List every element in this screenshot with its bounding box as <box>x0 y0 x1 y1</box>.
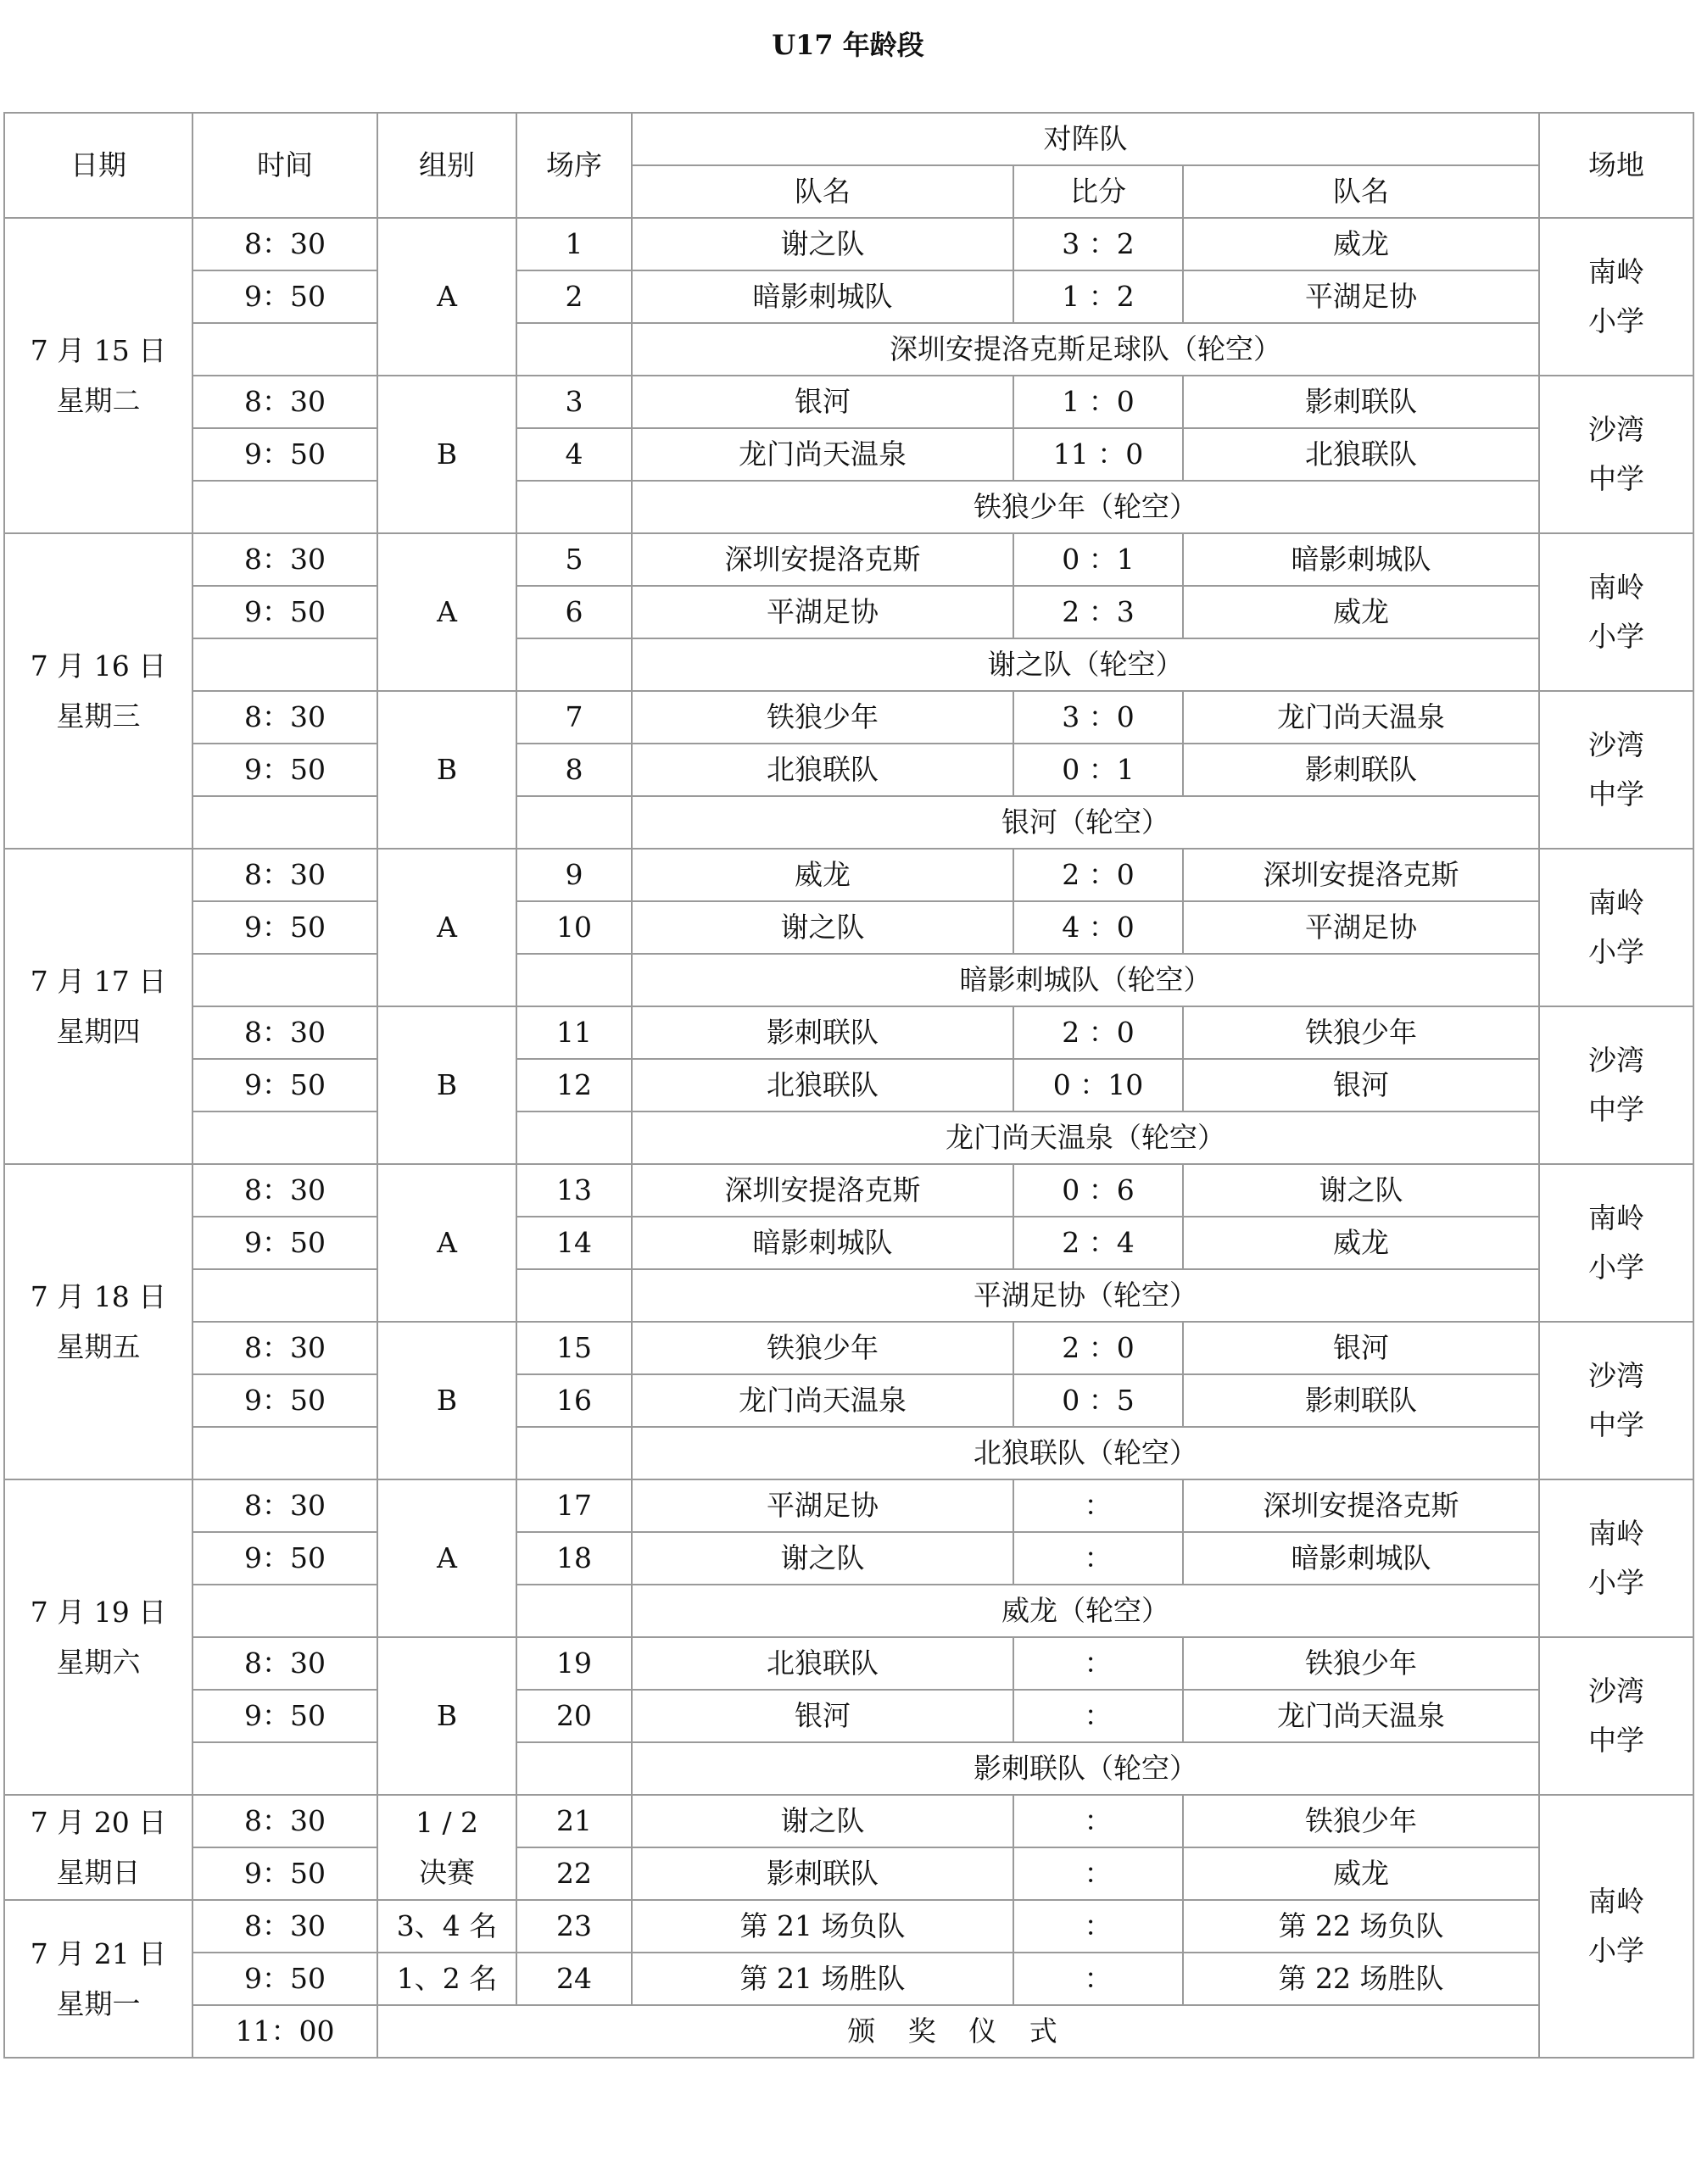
header-home-team: 队名 <box>632 165 1013 218</box>
match-date: 7 月 16 日 <box>30 649 167 682</box>
match-time: 8：30 <box>192 1795 377 1847</box>
venue-line: 沙湾 <box>1588 1674 1645 1708</box>
away-team: 谢之队 <box>1183 1164 1539 1217</box>
venue-line: 沙湾 <box>1588 728 1645 762</box>
schedule-body <box>4 218 1693 2058</box>
match-score: 1 ：2 <box>1013 270 1183 323</box>
match-weekday: 星期一 <box>56 1987 141 2020</box>
away-team: 威龙 <box>1183 218 1539 270</box>
away-team: 北狼联队 <box>1183 428 1539 481</box>
home-team: 龙门尚天温泉 <box>632 428 1013 481</box>
stage-line: 决赛 <box>419 1856 475 1889</box>
empty-number-cell <box>516 1112 632 1164</box>
table-row <box>4 901 1693 954</box>
empty-time-cell <box>192 481 377 533</box>
bye-row <box>4 1742 1693 1795</box>
header-away-team: 队名 <box>1183 165 1539 218</box>
venue-line: 中学 <box>1588 1724 1645 1757</box>
bye-team: 暗影刺城队（轮空） <box>632 954 1539 1006</box>
away-team: 影刺联队 <box>1183 744 1539 796</box>
match-number: 21 <box>516 1795 632 1847</box>
bye-row <box>4 1427 1693 1479</box>
match-time: 8：30 <box>192 376 377 428</box>
table-row <box>4 1847 1693 1900</box>
match-time: 9：50 <box>192 428 377 481</box>
header-group: 组别 <box>377 113 516 218</box>
match-score: 2 ：3 <box>1013 586 1183 638</box>
match-time: 9：50 <box>192 1217 377 1269</box>
ceremony-row <box>4 2005 1693 2058</box>
table-row <box>4 586 1693 638</box>
bye-team: 银河（轮空） <box>632 796 1539 849</box>
match-date-cell <box>4 1795 192 1900</box>
match-time: 9：50 <box>192 1953 377 2005</box>
away-team: 银河 <box>1183 1322 1539 1374</box>
bye-row <box>4 481 1693 533</box>
match-date-cell <box>4 533 192 849</box>
empty-number-cell <box>516 323 632 376</box>
match-score: ： <box>1013 1690 1183 1742</box>
match-weekday: 星期三 <box>56 699 141 733</box>
home-team: 谢之队 <box>632 1795 1013 1847</box>
match-venue-cell <box>1539 1164 1693 1322</box>
header-match-no: 场序 <box>516 113 632 218</box>
stage-line: 1 / 2 <box>415 1805 479 1839</box>
match-time: 8：30 <box>192 691 377 744</box>
match-venue-cell <box>1539 1795 1693 2058</box>
bye-team: 威龙（轮空） <box>632 1585 1539 1637</box>
home-team: 深圳安提洛克斯 <box>632 533 1013 586</box>
match-venue-cell <box>1539 1479 1693 1637</box>
venue-line: 小学 <box>1588 1934 1645 1967</box>
header-matchup: 对阵队 <box>632 113 1539 165</box>
away-team: 影刺联队 <box>1183 376 1539 428</box>
venue-line: 南岭 <box>1588 1517 1645 1551</box>
away-team: 第 22 场负队 <box>1183 1900 1539 1953</box>
away-team: 铁狼少年 <box>1183 1006 1539 1059</box>
match-group: A <box>377 849 516 1006</box>
table-row <box>4 1217 1693 1269</box>
away-team: 铁狼少年 <box>1183 1795 1539 1847</box>
home-team: 深圳安提洛克斯 <box>632 1164 1013 1217</box>
match-number: 16 <box>516 1374 632 1427</box>
venue-line: 中学 <box>1588 462 1645 495</box>
match-group: B <box>377 691 516 849</box>
home-team: 谢之队 <box>632 218 1013 270</box>
empty-number-cell <box>516 1269 632 1322</box>
match-score: 3 ：0 <box>1013 691 1183 744</box>
match-number: 14 <box>516 1217 632 1269</box>
venue-line: 中学 <box>1588 1408 1645 1441</box>
table-row <box>4 1322 1693 1374</box>
match-number: 15 <box>516 1322 632 1374</box>
empty-number-cell <box>516 1585 632 1637</box>
match-weekday: 星期五 <box>56 1330 141 1363</box>
venue-line: 沙湾 <box>1588 1359 1645 1393</box>
bye-row <box>4 1269 1693 1322</box>
home-team: 铁狼少年 <box>632 691 1013 744</box>
empty-number-cell <box>516 638 632 691</box>
bye-team: 深圳安提洛克斯足球队（轮空） <box>632 323 1539 376</box>
match-venue-cell <box>1539 691 1693 849</box>
venue-line: 中学 <box>1588 1093 1645 1126</box>
header-time: 时间 <box>192 113 377 218</box>
match-score: 11 ：0 <box>1013 428 1183 481</box>
match-score: 0 ：5 <box>1013 1374 1183 1427</box>
match-number: 7 <box>516 691 632 744</box>
match-weekday: 星期日 <box>56 1856 141 1889</box>
match-date: 7 月 19 日 <box>30 1595 167 1629</box>
match-group: B <box>377 1006 516 1164</box>
away-team: 平湖足协 <box>1183 901 1539 954</box>
venue-line: 沙湾 <box>1588 1044 1645 1078</box>
table-row <box>4 1953 1693 2005</box>
bye-team: 平湖足协（轮空） <box>632 1269 1539 1322</box>
venue-line: 小学 <box>1588 620 1645 653</box>
ceremony-label: 颁 奖 仪 式 <box>377 2005 1539 2058</box>
home-team: 平湖足协 <box>632 586 1013 638</box>
match-number: 3 <box>516 376 632 428</box>
match-venue-cell <box>1539 218 1693 376</box>
match-date-cell <box>4 218 192 533</box>
schedule-table <box>3 112 1694 2059</box>
table-row <box>4 1637 1693 1690</box>
match-number: 1 <box>516 218 632 270</box>
home-team: 谢之队 <box>632 1532 1013 1585</box>
empty-number-cell <box>516 1427 632 1479</box>
bye-team: 龙门尚天温泉（轮空） <box>632 1112 1539 1164</box>
match-time: 8：30 <box>192 849 377 901</box>
home-team: 影刺联队 <box>632 1006 1013 1059</box>
match-stage-cell <box>377 1795 516 1900</box>
home-team: 暗影刺城队 <box>632 1217 1013 1269</box>
away-team: 暗影刺城队 <box>1183 1532 1539 1585</box>
match-time: 8：30 <box>192 1322 377 1374</box>
match-date: 7 月 17 日 <box>30 964 167 998</box>
match-number: 23 <box>516 1900 632 1953</box>
bye-row <box>4 796 1693 849</box>
match-score: ： <box>1013 1847 1183 1900</box>
match-time: 8：30 <box>192 1479 377 1532</box>
empty-time-cell <box>192 954 377 1006</box>
table-row <box>4 1795 1693 1847</box>
home-team: 威龙 <box>632 849 1013 901</box>
empty-time-cell <box>192 1742 377 1795</box>
table-row <box>4 218 1693 270</box>
table-row <box>4 1374 1693 1427</box>
match-time: 9：50 <box>192 1532 377 1585</box>
table-row <box>4 1059 1693 1112</box>
match-score: ： <box>1013 1953 1183 2005</box>
away-team: 第 22 场胜队 <box>1183 1953 1539 2005</box>
match-score: 0 ：10 <box>1013 1059 1183 1112</box>
home-team: 北狼联队 <box>632 1059 1013 1112</box>
match-date: 7 月 18 日 <box>30 1279 167 1313</box>
empty-number-cell <box>516 481 632 533</box>
match-venue-cell <box>1539 1322 1693 1479</box>
table-row <box>4 744 1693 796</box>
match-time: 9：50 <box>192 1847 377 1900</box>
table-row <box>4 1900 1693 1953</box>
home-team: 暗影刺城队 <box>632 270 1013 323</box>
match-number: 18 <box>516 1532 632 1585</box>
away-team: 龙门尚天温泉 <box>1183 1690 1539 1742</box>
home-team: 平湖足协 <box>632 1479 1013 1532</box>
match-number: 19 <box>516 1637 632 1690</box>
venue-line: 南岭 <box>1588 1201 1645 1235</box>
ceremony-time: 11：00 <box>192 2005 377 2058</box>
table-row <box>4 1006 1693 1059</box>
table-row <box>4 533 1693 586</box>
match-group: B <box>377 376 516 533</box>
home-team: 铁狼少年 <box>632 1322 1013 1374</box>
match-weekday: 星期六 <box>56 1646 141 1679</box>
bye-row <box>4 954 1693 1006</box>
home-team: 银河 <box>632 1690 1013 1742</box>
empty-time-cell <box>192 1112 377 1164</box>
match-number: 11 <box>516 1006 632 1059</box>
match-score: 0 ：6 <box>1013 1164 1183 1217</box>
home-team: 谢之队 <box>632 901 1013 954</box>
match-score: 1 ：0 <box>1013 376 1183 428</box>
header-date: 日期 <box>4 113 192 218</box>
away-team: 龙门尚天温泉 <box>1183 691 1539 744</box>
match-score: 3 ：2 <box>1013 218 1183 270</box>
match-group: B <box>377 1322 516 1479</box>
match-group: A <box>377 1164 516 1322</box>
away-team: 影刺联队 <box>1183 1374 1539 1427</box>
table-row <box>4 1479 1693 1532</box>
match-weekday: 星期二 <box>56 384 141 417</box>
table-row <box>4 691 1693 744</box>
away-team: 平湖足协 <box>1183 270 1539 323</box>
table-row <box>4 376 1693 428</box>
match-score: 0 ：1 <box>1013 744 1183 796</box>
venue-line: 中学 <box>1588 777 1645 811</box>
empty-time-cell <box>192 1269 377 1322</box>
empty-number-cell <box>516 954 632 1006</box>
match-venue-cell <box>1539 1006 1693 1164</box>
match-date: 7 月 15 日 <box>30 333 167 367</box>
match-time: 8：30 <box>192 1164 377 1217</box>
match-stage: 3、4 名 <box>377 1900 516 1953</box>
match-score: ： <box>1013 1795 1183 1847</box>
empty-time-cell <box>192 796 377 849</box>
home-team: 龙门尚天温泉 <box>632 1374 1013 1427</box>
match-time: 9：50 <box>192 1690 377 1742</box>
match-number: 20 <box>516 1690 632 1742</box>
match-venue-cell <box>1539 533 1693 691</box>
table-row <box>4 428 1693 481</box>
match-group: A <box>377 1479 516 1637</box>
bye-row <box>4 1585 1693 1637</box>
match-time: 8：30 <box>192 533 377 586</box>
match-stage: 1、2 名 <box>377 1953 516 2005</box>
venue-line: 南岭 <box>1588 255 1645 289</box>
match-number: 6 <box>516 586 632 638</box>
table-row <box>4 1164 1693 1217</box>
away-team: 深圳安提洛克斯 <box>1183 849 1539 901</box>
match-venue-cell <box>1539 1637 1693 1795</box>
match-score: ： <box>1013 1532 1183 1585</box>
table-row <box>4 849 1693 901</box>
match-number: 5 <box>516 533 632 586</box>
bye-team: 影刺联队（轮空） <box>632 1742 1539 1795</box>
venue-line: 南岭 <box>1588 1885 1645 1919</box>
empty-time-cell <box>192 638 377 691</box>
match-number: 12 <box>516 1059 632 1112</box>
table-row <box>4 1690 1693 1742</box>
match-venue-cell <box>1539 376 1693 533</box>
page-title: U17 年龄段 <box>772 29 924 61</box>
match-date-cell <box>4 1164 192 1479</box>
bye-row <box>4 323 1693 376</box>
match-group: B <box>377 1637 516 1795</box>
table-row <box>4 270 1693 323</box>
match-time: 8：30 <box>192 1637 377 1690</box>
match-score: 2 ：0 <box>1013 1322 1183 1374</box>
match-number: 17 <box>516 1479 632 1532</box>
match-venue-cell <box>1539 849 1693 1006</box>
away-team: 威龙 <box>1183 1847 1539 1900</box>
away-team: 深圳安提洛克斯 <box>1183 1479 1539 1532</box>
empty-time-cell <box>192 1427 377 1479</box>
header-score: 比分 <box>1013 165 1183 218</box>
empty-time-cell <box>192 1585 377 1637</box>
match-time: 9：50 <box>192 270 377 323</box>
match-time: 8：30 <box>192 1006 377 1059</box>
header-venue: 场地 <box>1539 113 1693 218</box>
match-time: 9：50 <box>192 1374 377 1427</box>
venue-line: 南岭 <box>1588 886 1645 920</box>
match-time: 9：50 <box>192 1059 377 1112</box>
venue-line: 小学 <box>1588 1251 1645 1284</box>
match-score: 2 ：0 <box>1013 1006 1183 1059</box>
home-team: 影刺联队 <box>632 1847 1013 1900</box>
match-date-cell <box>4 849 192 1164</box>
venue-line: 沙湾 <box>1588 413 1645 447</box>
venue-line: 小学 <box>1588 304 1645 337</box>
match-number: 22 <box>516 1847 632 1900</box>
match-score: 2 ：0 <box>1013 849 1183 901</box>
match-time: 9：50 <box>192 744 377 796</box>
match-group: A <box>377 533 516 691</box>
match-date: 7 月 21 日 <box>30 1936 167 1970</box>
away-team: 威龙 <box>1183 1217 1539 1269</box>
match-number: 13 <box>516 1164 632 1217</box>
match-score: ： <box>1013 1479 1183 1532</box>
away-team: 银河 <box>1183 1059 1539 1112</box>
home-team: 第 21 场胜队 <box>632 1953 1013 2005</box>
match-score: 0 ：1 <box>1013 533 1183 586</box>
match-number: 24 <box>516 1953 632 2005</box>
bye-team: 北狼联队（轮空） <box>632 1427 1539 1479</box>
match-score: ： <box>1013 1637 1183 1690</box>
match-score: ： <box>1013 1900 1183 1953</box>
away-team: 铁狼少年 <box>1183 1637 1539 1690</box>
match-number: 9 <box>516 849 632 901</box>
match-weekday: 星期四 <box>56 1015 141 1048</box>
table-row <box>4 1532 1693 1585</box>
match-score: 2 ：4 <box>1013 1217 1183 1269</box>
away-team: 威龙 <box>1183 586 1539 638</box>
home-team: 第 21 场负队 <box>632 1900 1013 1953</box>
match-time: 8：30 <box>192 218 377 270</box>
empty-time-cell <box>192 323 377 376</box>
match-time: 8：30 <box>192 1900 377 1953</box>
away-team: 暗影刺城队 <box>1183 533 1539 586</box>
match-number: 2 <box>516 270 632 323</box>
match-time: 9：50 <box>192 901 377 954</box>
match-date-cell <box>4 1479 192 1795</box>
home-team: 北狼联队 <box>632 1637 1013 1690</box>
match-date: 7 月 20 日 <box>30 1805 167 1839</box>
bye-row <box>4 1112 1693 1164</box>
match-time: 9：50 <box>192 586 377 638</box>
empty-number-cell <box>516 1742 632 1795</box>
header-row <box>4 113 1693 165</box>
home-team: 北狼联队 <box>632 744 1013 796</box>
match-number: 10 <box>516 901 632 954</box>
venue-line: 小学 <box>1588 1566 1645 1599</box>
match-number: 4 <box>516 428 632 481</box>
bye-row <box>4 638 1693 691</box>
match-number: 8 <box>516 744 632 796</box>
match-group: A <box>377 218 516 376</box>
match-score: 4 ：0 <box>1013 901 1183 954</box>
venue-line: 小学 <box>1588 935 1645 968</box>
home-team: 银河 <box>632 376 1013 428</box>
bye-team: 谢之队（轮空） <box>632 638 1539 691</box>
match-date-cell <box>4 1900 192 2058</box>
venue-line: 南岭 <box>1588 571 1645 604</box>
bye-team: 铁狼少年（轮空） <box>632 481 1539 533</box>
empty-number-cell <box>516 796 632 849</box>
